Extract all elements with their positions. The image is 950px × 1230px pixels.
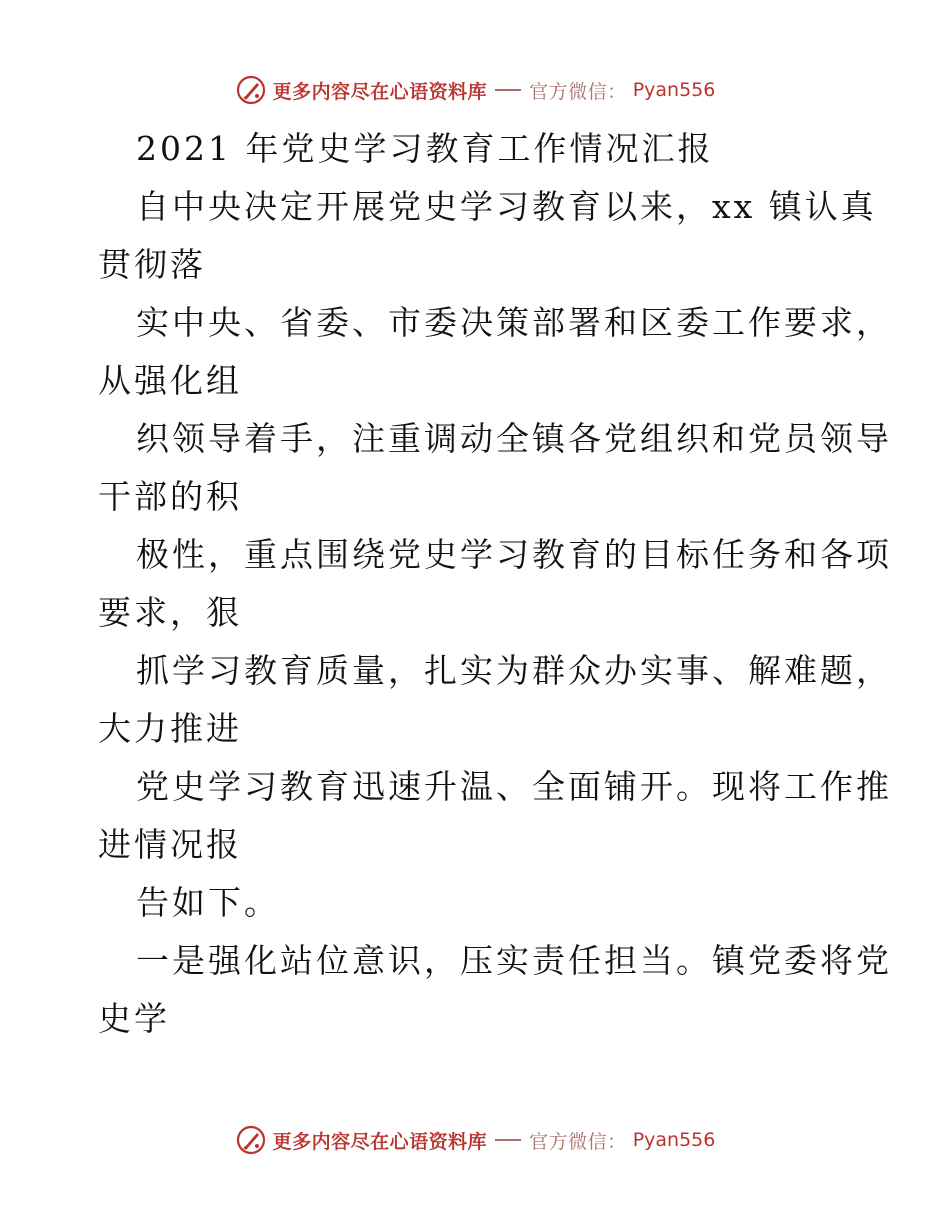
quill-pen-logo-icon (235, 74, 267, 106)
body-line: 抓学习教育质量，扎实为群众办实事、解难题， (136, 651, 892, 690)
wechat-id: Pyan556 (632, 79, 716, 101)
body-line: 进情况报 (98, 825, 242, 864)
body-line: 实中央、省委、市委决策部署和区委工作要求， (136, 303, 892, 342)
body-line: 史学 (98, 999, 170, 1038)
promo-text: 更多内容尽在心语资料库 (272, 1130, 488, 1153)
body-line: 从强化组 (98, 361, 242, 400)
body-line: 一是强化站位意识，压实责任担当。镇党委将党 (136, 941, 892, 980)
divider-dash (495, 89, 521, 91)
body-line: 要求，狠 (98, 593, 242, 632)
body-line: 织领导着手，注重调动全镇各党组织和党员领导 (136, 419, 892, 458)
body-line: 贯彻落 (98, 245, 206, 284)
document-body (98, 120, 892, 1048)
document-title: 2021 年党史学习教育工作情况汇报 (136, 129, 714, 168)
body-line: 大力推进 (98, 709, 242, 748)
header-watermark (0, 70, 950, 110)
body-line: 自中央决定开展党史学习教育以来，xx 镇认真 (136, 187, 877, 226)
official-wechat-label: 官方微信： (529, 1130, 627, 1153)
body-line: 干部的积 (98, 477, 242, 516)
body-line: 极性，重点围绕党史学习教育的目标任务和各项 (136, 535, 892, 574)
body-line: 告如下。 (136, 883, 280, 922)
footer-watermark (0, 1120, 950, 1160)
promo-text: 更多内容尽在心语资料库 (272, 80, 488, 103)
wechat-id: Pyan556 (632, 1129, 716, 1151)
body-line: 党史学习教育迅速升温、全面铺开。现将工作推 (136, 767, 892, 806)
divider-dash (495, 1139, 521, 1141)
quill-pen-logo-icon (235, 1124, 267, 1156)
official-wechat-label: 官方微信： (529, 80, 627, 103)
